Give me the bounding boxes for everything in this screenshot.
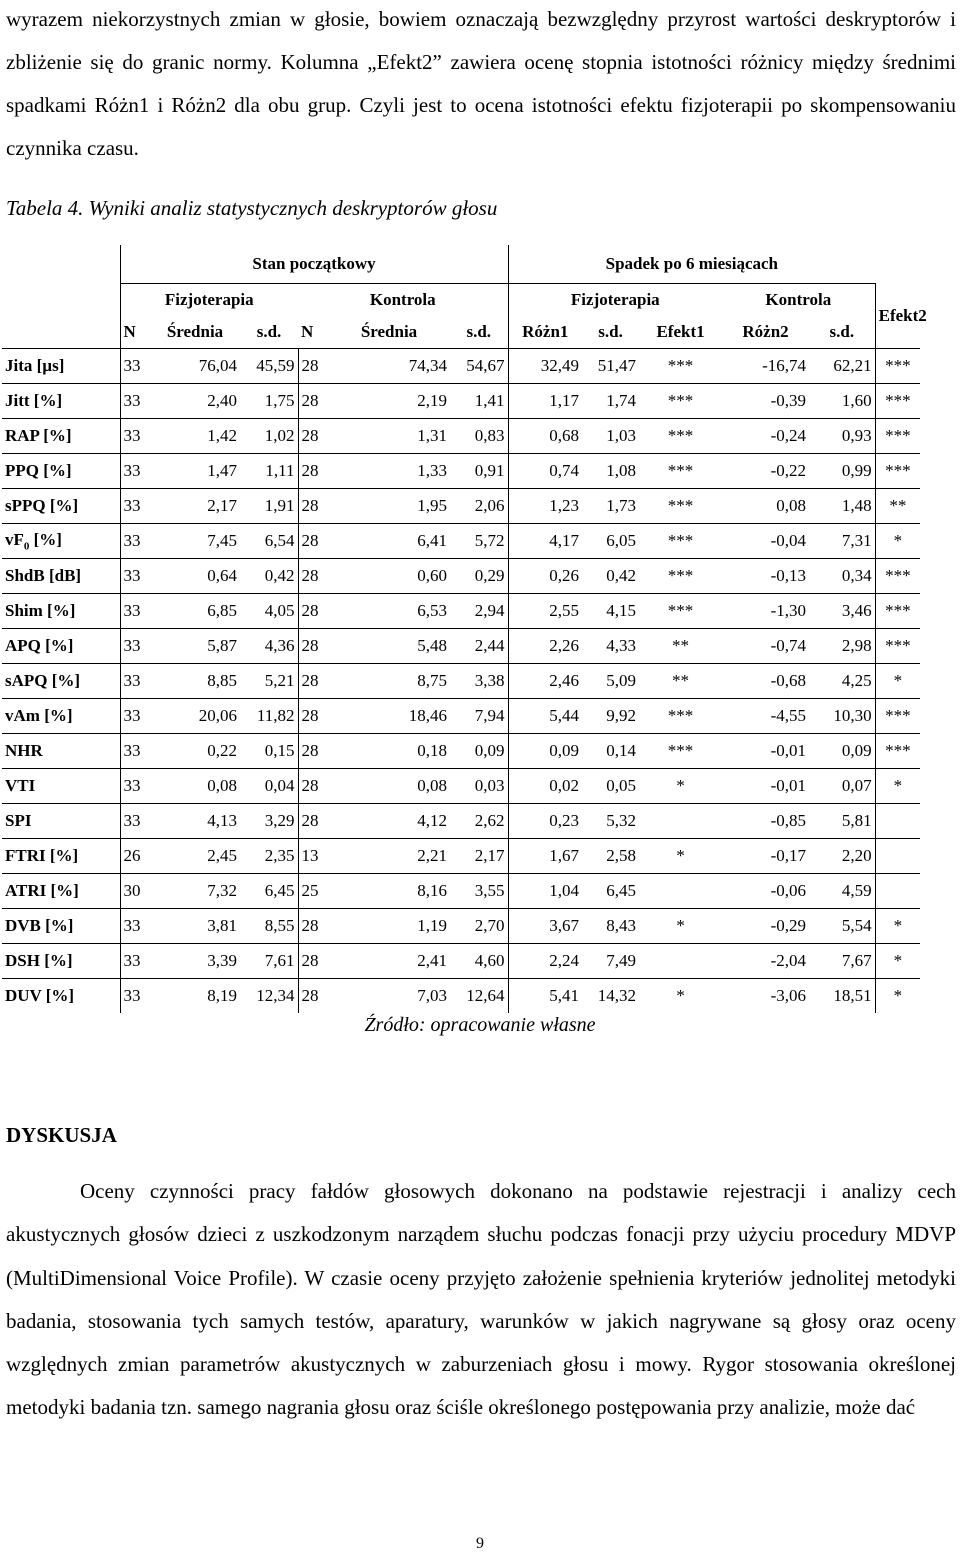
table-cell: 11,82 <box>240 699 298 734</box>
table-cell: 4,36 <box>240 629 298 664</box>
table-cell: 1,41 <box>450 384 508 419</box>
table-cell: -0,68 <box>722 664 809 699</box>
table-cell: *** <box>875 734 920 769</box>
intro-paragraph: wyrazem niekorzystnych zmian w głosie, bowiem oznaczają bezwzględny przyrost wartości deskryptorów i zbliżenie się do granic normy. Kolumna „Efekt2” zawiera ocenę stopnia istotności różnicy między średnimi spadkami Różn1 i Różn2 dla obu grup. Czyli jest to ocena istotności efektu fizjoterapii po skompensowaniu czynnika czasu. <box>6 7 956 160</box>
table-cell: ** <box>639 664 722 699</box>
table-cell: -0,85 <box>722 804 809 839</box>
table-cell: 14,32 <box>582 979 639 1014</box>
column-header: N <box>120 315 150 349</box>
table-cell: 0,05 <box>582 769 639 804</box>
table-cell: 3,46 <box>809 594 875 629</box>
table-cell: 13 <box>298 839 328 874</box>
table-cell: 8,75 <box>328 664 450 699</box>
table-cell: *** <box>639 524 722 559</box>
table-cell: 28 <box>298 769 328 804</box>
table-cell: 28 <box>298 384 328 419</box>
table-cell: 7,45 <box>150 524 240 559</box>
table-cell: 5,54 <box>809 909 875 944</box>
table-cell: 20,06 <box>150 699 240 734</box>
table-cell: 33 <box>120 559 150 594</box>
header-control-drop: Kontrola <box>765 289 832 309</box>
column-header: Różn1 <box>508 315 582 349</box>
table-cell: 7,94 <box>450 699 508 734</box>
row-label: Jita [µs] <box>2 349 120 384</box>
table-cell: 4,25 <box>809 664 875 699</box>
table-cell: 8,55 <box>240 909 298 944</box>
row-label: SPI <box>2 804 120 839</box>
table-cell: *** <box>875 594 920 629</box>
table-cell: -0,01 <box>722 734 809 769</box>
header-initial-state: Stan początkowy <box>120 245 508 284</box>
table-cell: 33 <box>120 524 150 559</box>
table-cell: *** <box>875 699 920 734</box>
header-physio-initial: Fizjoterapia <box>120 284 298 316</box>
table-cell: 33 <box>120 979 150 1014</box>
table-cell: 0,91 <box>450 454 508 489</box>
table-cell: -0,29 <box>722 909 809 944</box>
table-cell: * <box>875 524 920 559</box>
table-cell: 0,08 <box>328 769 450 804</box>
statistics-table <box>2 245 927 1013</box>
table-cell: -0,22 <box>722 454 809 489</box>
table-cell: 0,60 <box>328 559 450 594</box>
table-cell: 8,19 <box>150 979 240 1014</box>
table-cell: 7,03 <box>328 979 450 1014</box>
table-row <box>2 699 920 734</box>
table-cell: 2,26 <box>508 629 582 664</box>
table-cell: -4,55 <box>722 699 809 734</box>
page-number: 9 <box>476 1535 484 1552</box>
table-cell: 4,12 <box>328 804 450 839</box>
table-cell: *** <box>875 419 920 454</box>
table-cell: 2,19 <box>328 384 450 419</box>
table-cell: *** <box>875 559 920 594</box>
table-cell: *** <box>639 349 722 384</box>
table-row <box>2 629 920 664</box>
table-cell: 1,31 <box>328 419 450 454</box>
table-cell: 33 <box>120 489 150 524</box>
table-cell: 0,08 <box>722 489 809 524</box>
table-cell: 0,18 <box>328 734 450 769</box>
table-row <box>2 769 920 804</box>
row-label: DUV [%] <box>2 979 120 1014</box>
table-cell: 2,98 <box>809 629 875 664</box>
table-cell: 33 <box>120 909 150 944</box>
table-cell: 1,73 <box>582 489 639 524</box>
table-cell: 1,95 <box>328 489 450 524</box>
table-cell: 3,39 <box>150 944 240 979</box>
table-cell: 2,62 <box>450 804 508 839</box>
table-cell: 6,41 <box>328 524 450 559</box>
table-cell: 12,34 <box>240 979 298 1014</box>
table-cell: *** <box>875 629 920 664</box>
table-cell: 6,85 <box>150 594 240 629</box>
table-cell: 1,17 <box>508 384 582 419</box>
column-header: Średnia <box>166 321 224 341</box>
table-cell: 2,17 <box>150 489 240 524</box>
table-caption: Tabela 4. Wyniki analiz statystycznych deskryptorów głosu <box>6 196 498 220</box>
table-cell: 33 <box>120 804 150 839</box>
table-row <box>2 454 920 489</box>
table-cell: 45,59 <box>240 349 298 384</box>
column-header: N <box>301 321 314 341</box>
table-cell: 0,15 <box>240 734 298 769</box>
table-cell: 1,08 <box>582 454 639 489</box>
table-row <box>2 839 920 874</box>
table-cell: 0,09 <box>450 734 508 769</box>
table-source-note: Źródło: opracowanie własne <box>364 1014 596 1036</box>
header-effect2: Efekt2 <box>875 284 920 349</box>
table-cell: 6,45 <box>582 874 639 909</box>
table-cell: -16,74 <box>722 349 809 384</box>
table-cell: 2,06 <box>450 489 508 524</box>
table-cell: 2,45 <box>150 839 240 874</box>
table-cell: 2,24 <box>508 944 582 979</box>
table-cell: 33 <box>120 664 150 699</box>
table-cell: 1,04 <box>508 874 582 909</box>
table-cell: 5,32 <box>582 804 639 839</box>
table-row <box>2 804 920 839</box>
table-cell: 0,26 <box>508 559 582 594</box>
table-cell: 1,33 <box>328 454 450 489</box>
table-cell: * <box>875 769 920 804</box>
table-cell: 0,03 <box>450 769 508 804</box>
table-cell: 9,92 <box>582 699 639 734</box>
table-cell: -3,06 <box>722 979 809 1014</box>
table-cell: 1,23 <box>508 489 582 524</box>
column-header: s.d. <box>466 321 492 341</box>
table-subgroup-header-row <box>2 284 920 316</box>
table-cell: 54,67 <box>450 349 508 384</box>
table-cell: 3,29 <box>240 804 298 839</box>
row-label: DSH [%] <box>2 944 120 979</box>
table-cell: 2,17 <box>450 839 508 874</box>
table-cell: 0,07 <box>809 769 875 804</box>
table-cell: 2,46 <box>508 664 582 699</box>
table-cell: 28 <box>298 349 328 384</box>
column-header: s.d. <box>598 321 623 341</box>
table-cell: *** <box>639 699 722 734</box>
table-cell: 28 <box>298 594 328 629</box>
table-cell: -0,04 <box>722 524 809 559</box>
table-group-header-row <box>2 245 920 284</box>
table-cell: 3,55 <box>450 874 508 909</box>
table-cell: -0,01 <box>722 769 809 804</box>
table-cell: 0,42 <box>582 559 639 594</box>
table-cell: 28 <box>298 629 328 664</box>
table-cell: -0,13 <box>722 559 809 594</box>
table-cell <box>875 804 920 839</box>
table-cell <box>639 944 722 979</box>
table-cell: 28 <box>298 489 328 524</box>
table-cell: 5,41 <box>508 979 582 1014</box>
table-cell: ** <box>639 629 722 664</box>
table-cell: *** <box>639 384 722 419</box>
table-cell: 1,02 <box>240 419 298 454</box>
row-label: sPPQ [%] <box>2 489 120 524</box>
table-row <box>2 594 920 629</box>
table-cell: 0,08 <box>150 769 240 804</box>
table-cell: 0,68 <box>508 419 582 454</box>
table-cell: 18,51 <box>809 979 875 1014</box>
table-row <box>2 489 920 524</box>
table-cell: 0,04 <box>240 769 298 804</box>
table-cell: 0,99 <box>809 454 875 489</box>
table-cell: 2,70 <box>450 909 508 944</box>
table-cell <box>875 839 920 874</box>
table-cell: *** <box>639 454 722 489</box>
column-header: Efekt1 <box>656 321 705 341</box>
table-cell: 12,64 <box>450 979 508 1014</box>
table-body <box>2 349 920 1014</box>
table-cell: 28 <box>298 699 328 734</box>
table-cell: 1,75 <box>240 384 298 419</box>
table-cell: 28 <box>298 734 328 769</box>
table-cell: 2,21 <box>328 839 450 874</box>
table-cell: * <box>875 944 920 979</box>
table-cell: 5,44 <box>508 699 582 734</box>
table-cell: * <box>639 979 722 1014</box>
table-cell: *** <box>639 489 722 524</box>
header-drop-6-months: Spadek po 6 miesiącach <box>508 245 875 284</box>
table-cell: 1,11 <box>240 454 298 489</box>
table-cell: 28 <box>298 909 328 944</box>
row-label: Shim [%] <box>2 594 120 629</box>
table-cell: *** <box>875 454 920 489</box>
table-cell: 28 <box>298 979 328 1014</box>
table-cell: 0,34 <box>809 559 875 594</box>
table-cell: 2,58 <box>582 839 639 874</box>
table-cell: 5,21 <box>240 664 298 699</box>
table-cell: 2,41 <box>328 944 450 979</box>
table-cell: 0,23 <box>508 804 582 839</box>
table-cell: * <box>639 769 722 804</box>
table-cell: -2,04 <box>722 944 809 979</box>
table-cell: 4,15 <box>582 594 639 629</box>
row-label: PPQ [%] <box>2 454 120 489</box>
row-label: sAPQ [%] <box>2 664 120 699</box>
table-row <box>2 419 920 454</box>
table-cell: 0,02 <box>508 769 582 804</box>
table-cell: *** <box>639 594 722 629</box>
table-cell: 0,93 <box>809 419 875 454</box>
table-cell: *** <box>639 734 722 769</box>
table-cell: * <box>875 909 920 944</box>
table-cell: -0,39 <box>722 384 809 419</box>
table-cell: 4,59 <box>809 874 875 909</box>
table-cell: 25 <box>298 874 328 909</box>
table-row <box>2 349 920 384</box>
table-cell: 28 <box>298 524 328 559</box>
table-cell: 0,64 <box>150 559 240 594</box>
table-cell: 5,48 <box>328 629 450 664</box>
table-cell: -0,24 <box>722 419 809 454</box>
table-cell: 62,21 <box>809 349 875 384</box>
section-heading: DYSKUSJA <box>6 1123 117 1147</box>
table-cell: 7,32 <box>150 874 240 909</box>
row-label: NHR <box>2 734 120 769</box>
table-cell: * <box>875 664 920 699</box>
table-cell: 30 <box>120 874 150 909</box>
row-label: $vF_0$ [%] <box>2 524 120 559</box>
header-physio-drop: Fizjoterapia <box>508 284 722 316</box>
column-header: Różn2 <box>742 321 789 341</box>
table-cell: 8,16 <box>328 874 450 909</box>
table-cell: 33 <box>120 454 150 489</box>
table-cell: 1,03 <box>582 419 639 454</box>
table-cell: ** <box>875 489 920 524</box>
table-cell: 10,30 <box>809 699 875 734</box>
table-cell: * <box>875 979 920 1014</box>
table-cell <box>875 874 920 909</box>
table-cell <box>639 874 722 909</box>
table-cell: 0,14 <box>582 734 639 769</box>
table-cell: 0,09 <box>508 734 582 769</box>
table-cell: * <box>639 839 722 874</box>
table-cell: * <box>639 909 722 944</box>
column-header: s.d. <box>256 321 282 341</box>
table-cell: 7,67 <box>809 944 875 979</box>
table-cell: -0,74 <box>722 629 809 664</box>
table-cell: 28 <box>298 419 328 454</box>
table-cell: 2,94 <box>450 594 508 629</box>
row-label: VTI <box>2 769 120 804</box>
table-cell: 6,05 <box>582 524 639 559</box>
table-cell: 28 <box>298 804 328 839</box>
table-cell: 3,81 <box>150 909 240 944</box>
table-cell: 3,38 <box>450 664 508 699</box>
table-cell: -0,17 <box>722 839 809 874</box>
table-row <box>2 559 920 594</box>
table-cell: 0,83 <box>450 419 508 454</box>
table-cell: 28 <box>298 559 328 594</box>
table-cell: 4,17 <box>508 524 582 559</box>
table-cell: 5,87 <box>150 629 240 664</box>
table-cell: *** <box>639 419 722 454</box>
row-label: FTRI [%] <box>2 839 120 874</box>
table-cell: 4,33 <box>582 629 639 664</box>
column-header: s.d. <box>829 321 855 341</box>
table-row <box>2 909 920 944</box>
table-cell: 7,61 <box>240 944 298 979</box>
table-cell: 28 <box>298 944 328 979</box>
table-cell: 1,60 <box>809 384 875 419</box>
table-cell: 2,44 <box>450 629 508 664</box>
table-column-header-row <box>2 315 920 349</box>
table-cell: 33 <box>120 594 150 629</box>
table-cell: 5,81 <box>809 804 875 839</box>
table-cell <box>639 804 722 839</box>
table-cell: 33 <box>120 734 150 769</box>
table-cell: 3,67 <box>508 909 582 944</box>
table-cell: 28 <box>298 454 328 489</box>
table-cell: *** <box>639 559 722 594</box>
header-control-initial: Kontrola <box>369 289 436 309</box>
row-label: DVB [%] <box>2 909 120 944</box>
table-cell: 6,53 <box>328 594 450 629</box>
table-cell: 2,40 <box>150 384 240 419</box>
table-row <box>2 944 920 979</box>
table-cell: 2,35 <box>240 839 298 874</box>
table-row <box>2 734 920 769</box>
table-cell: 28 <box>298 664 328 699</box>
table-cell: 76,04 <box>150 349 240 384</box>
table-cell: 1,48 <box>809 489 875 524</box>
table-cell: -0,06 <box>722 874 809 909</box>
table-cell: -1,30 <box>722 594 809 629</box>
table-cell: *** <box>875 384 920 419</box>
table-row <box>2 524 920 559</box>
table-cell: 8,85 <box>150 664 240 699</box>
table-cell: 33 <box>120 419 150 454</box>
table-cell: 6,45 <box>240 874 298 909</box>
table-cell: *** <box>875 349 920 384</box>
table-cell: 32,49 <box>508 349 582 384</box>
column-header: Średnia <box>360 321 418 341</box>
table-row <box>2 979 920 1014</box>
row-label: ATRI [%] <box>2 874 120 909</box>
row-label: Jitt [%] <box>2 384 120 419</box>
table-cell: 1,74 <box>582 384 639 419</box>
table-cell: 0,09 <box>809 734 875 769</box>
table-cell: 33 <box>120 699 150 734</box>
table-cell: 1,47 <box>150 454 240 489</box>
row-label: ShdB [dB] <box>2 559 120 594</box>
table-cell: 2,55 <box>508 594 582 629</box>
table-cell: 5,72 <box>450 524 508 559</box>
table-cell: 74,34 <box>328 349 450 384</box>
table-cell: 1,67 <box>508 839 582 874</box>
table-cell: 1,91 <box>240 489 298 524</box>
table-cell: 33 <box>120 944 150 979</box>
table-cell: 51,47 <box>582 349 639 384</box>
table-cell: 18,46 <box>328 699 450 734</box>
row-label: vAm [%] <box>2 699 120 734</box>
row-label: APQ [%] <box>2 629 120 664</box>
table-row <box>2 664 920 699</box>
table-cell: 1,42 <box>150 419 240 454</box>
table-cell: 33 <box>120 769 150 804</box>
table-cell: 33 <box>120 384 150 419</box>
table-cell: 0,42 <box>240 559 298 594</box>
table-cell: 5,09 <box>582 664 639 699</box>
table-cell: 0,29 <box>450 559 508 594</box>
table-row <box>2 874 920 909</box>
table-cell: 26 <box>120 839 150 874</box>
table-cell: 6,54 <box>240 524 298 559</box>
table-cell: 7,31 <box>809 524 875 559</box>
table-cell: 8,43 <box>582 909 639 944</box>
table-cell: 7,49 <box>582 944 639 979</box>
table-cell: 33 <box>120 629 150 664</box>
table-cell: 0,74 <box>508 454 582 489</box>
table-cell: 2,20 <box>809 839 875 874</box>
table-cell: 33 <box>120 349 150 384</box>
table-cell: 4,60 <box>450 944 508 979</box>
row-label: RAP [%] <box>2 419 120 454</box>
table-cell: 4,13 <box>150 804 240 839</box>
table-cell: 0,22 <box>150 734 240 769</box>
table-cell: 1,19 <box>328 909 450 944</box>
table-cell: 4,05 <box>240 594 298 629</box>
table-row <box>2 384 920 419</box>
discussion-paragraph: Oceny czynności pracy fałdów głosowych dokonano na podstawie rejestracji i analizy cech akustycznych głosów dzieci z uszkodzonym narządem słuchu podczas fonacji przy użyciu procedury MDVP (MultiDimensional Voice Profile). W czasie oceny przyjęto założenie spełnienia kryteriów jednolitej metodyki badania, stosowania tych samych testów, aparatury, warunków w jakich nagrywane są głosy oraz oceny względnych zmian parametrów akustycznych w zaburzeniach głosu i mowy. Rygor stosowania określonej metodyki badania tzn. samego nagrania głosu oraz ściśle określonego postępowania przy analizie, może dać <box>6 1179 956 1420</box>
